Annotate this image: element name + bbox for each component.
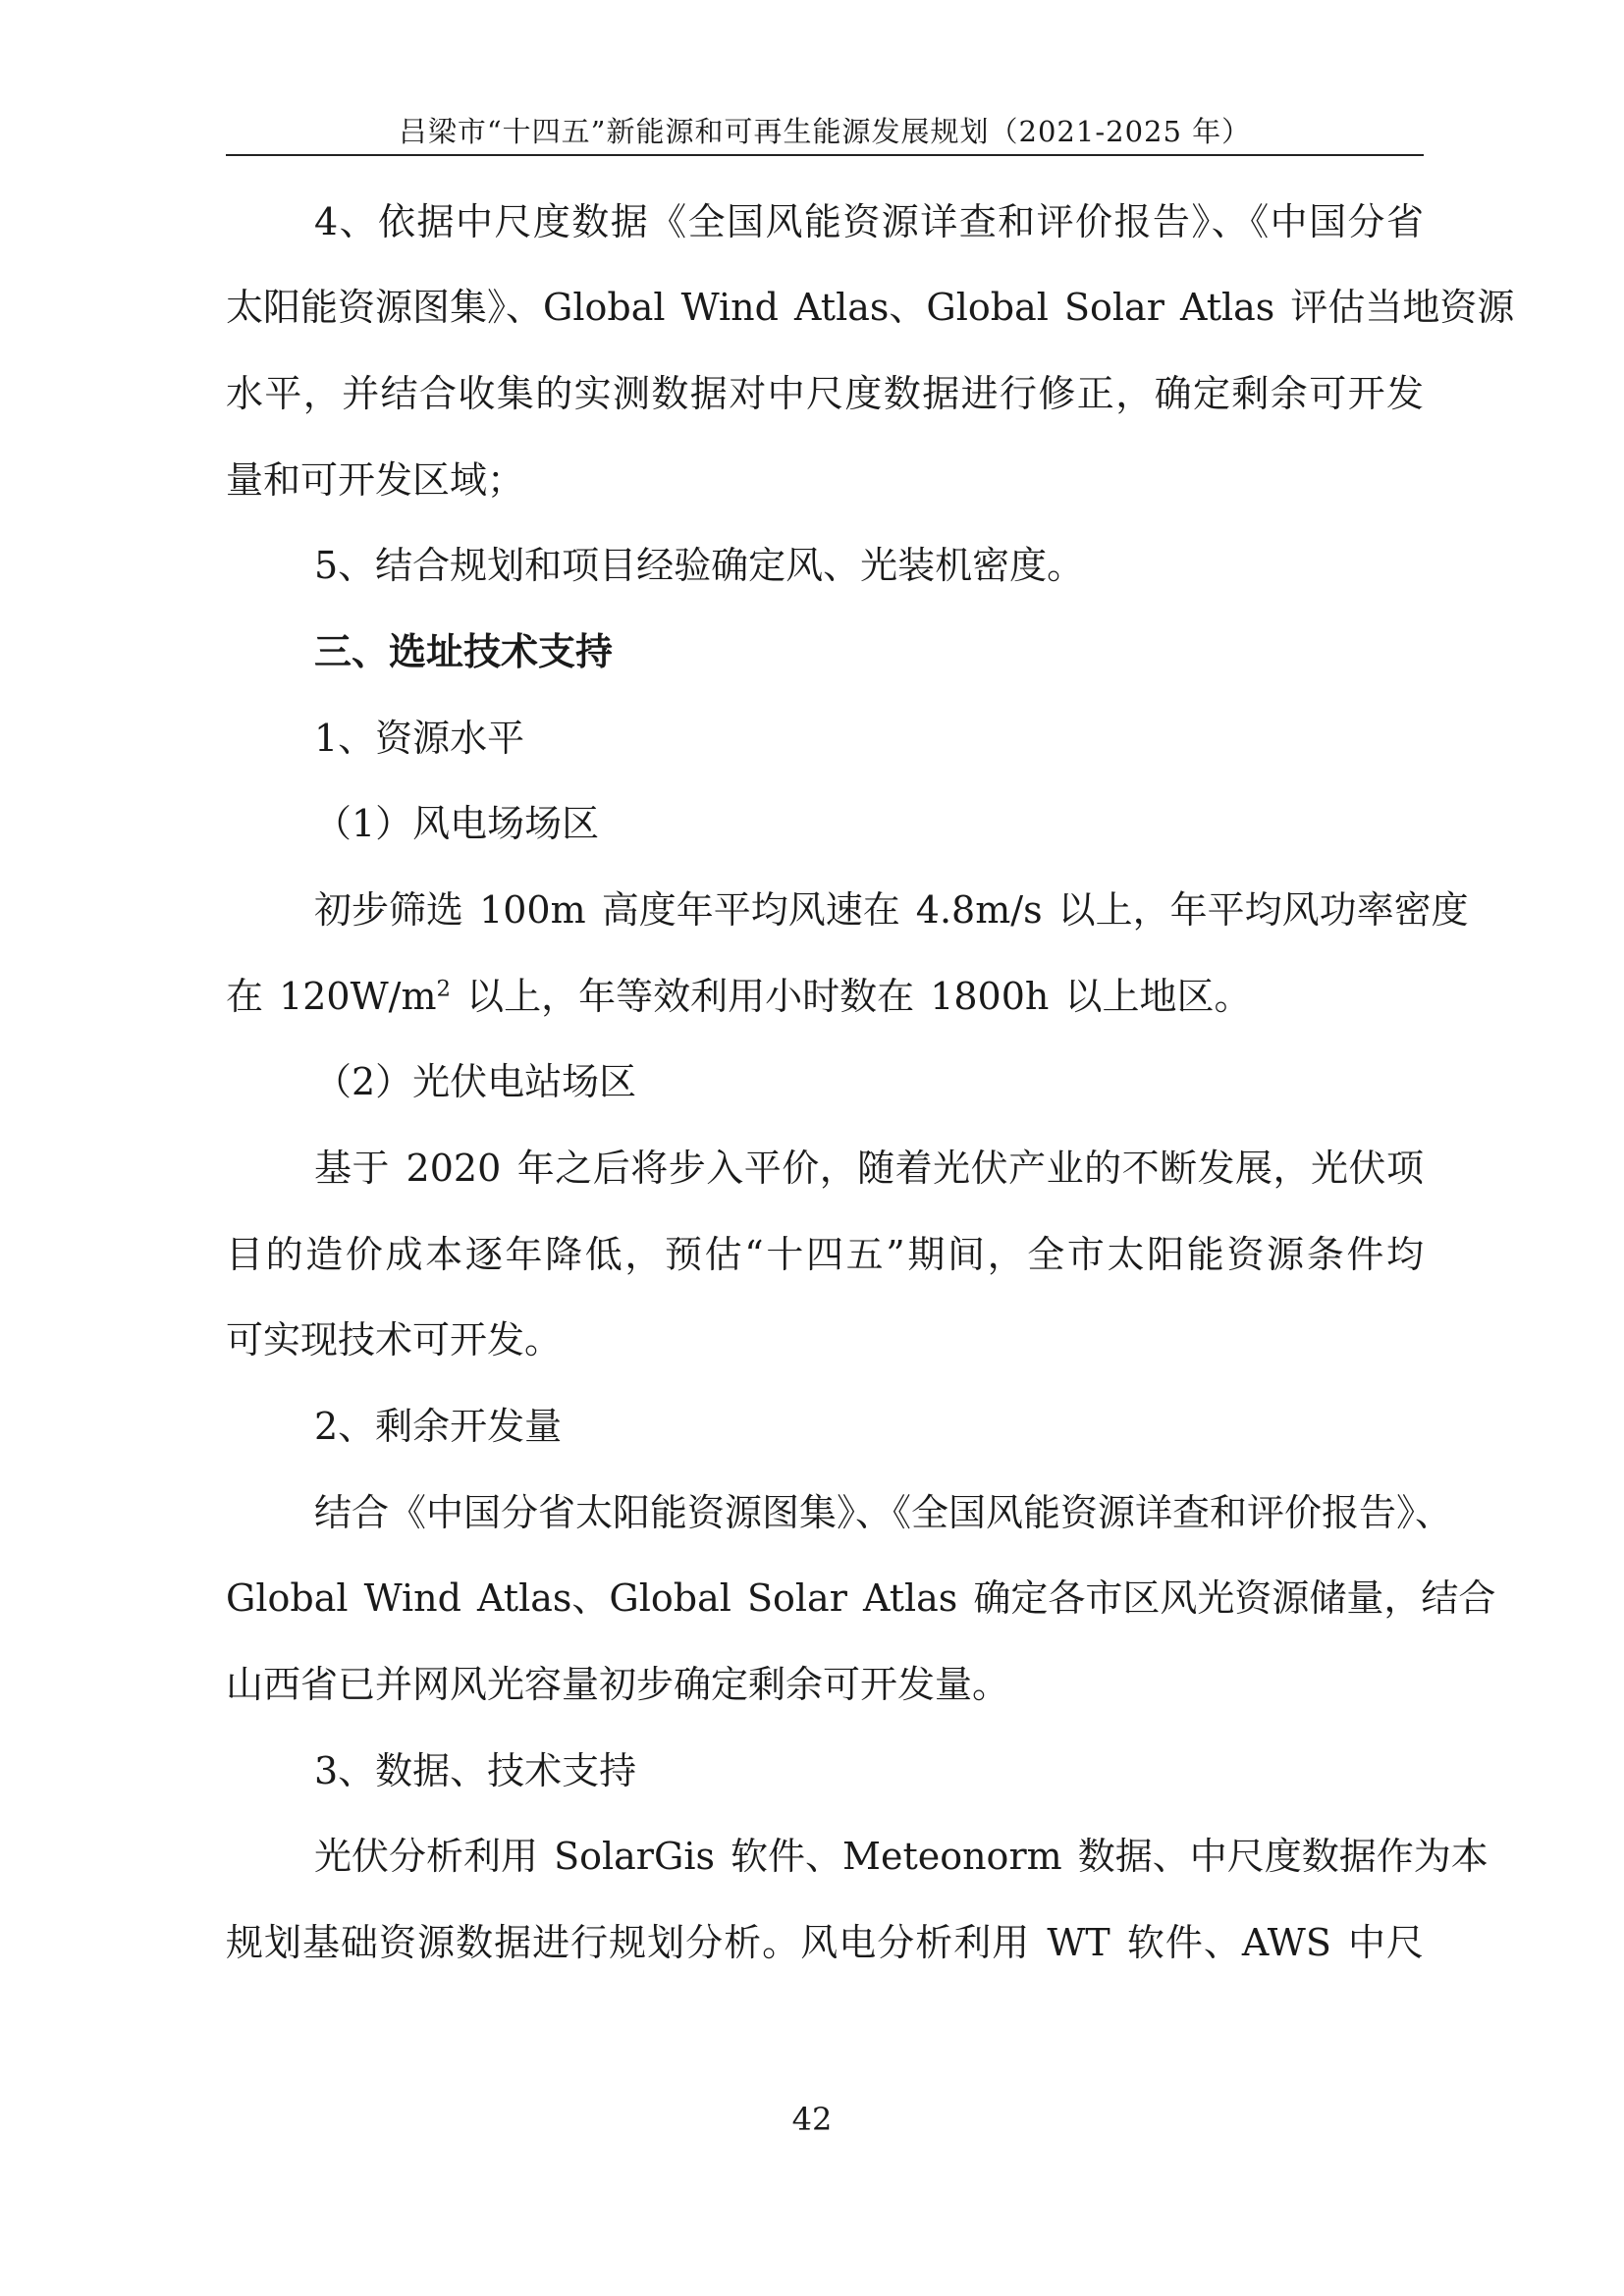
superscript: 2 [436,976,452,1002]
paragraph-line [226,967,1251,1026]
paragraph-line: 水平，并结合收集的实测数据对中尺度数据进行修正，确定剩余可开发 [226,372,1424,415]
section-heading: 三、选址技术支持 [314,629,614,673]
paragraph-line: Global Wind Atlas、Global Solar Atlas 确定各市区风光资源储量，结合 [226,1576,1496,1620]
paragraph-line: 可实现技术可开发。 [226,1318,563,1362]
paragraph-line: 光伏分析利用 SolarGis 软件、Meteonorm 数据、中尺度数据作为本 [314,1835,1489,1878]
paragraph-line: 量和可开发区域； [226,458,525,502]
paragraph-line: 基于 2020 年之后将步入平价，随着光伏产业的不断发展，光伏项 [314,1147,1424,1190]
subsection-heading: （1）风电场场区 [314,802,600,845]
page-number: 42 [791,2101,833,2138]
subsection-heading: （2）光伏电站场区 [314,1060,637,1103]
paragraph-line: 5、结合规划和项目经验确定风、光装机密度。 [314,544,1085,587]
paragraph-line: 结合《中国分省太阳能资源图集》、《全国风能资源详查和评价报告》、 [314,1491,1453,1534]
text-segment: 在 120W/m [226,975,437,1018]
running-header: 吕梁市“十四五”新能源和可再生能源发展规划（2021-2025 年） [398,115,1252,148]
subsection-heading: 1、资源水平 [314,717,525,760]
paragraph-line: 目的造价成本逐年降低，预估“十四五”期间，全市太阳能资源条件均 [226,1233,1424,1276]
header-divider [226,154,1424,156]
paragraph-line: 规划基础资源数据进行规划分析。风电分析利用 WT 软件、AWS 中尺 [226,1921,1424,1964]
paragraph-line: 山西省已并网风光容量初步确定剩余可开发量。 [226,1663,1010,1706]
subsection-heading: 3、数据、技术支持 [314,1749,637,1792]
paragraph-line: 4、依据中尺度数据《全国风能资源详查和评价报告》、《中国分省 [314,200,1424,243]
subsection-heading: 2、剩余开发量 [314,1405,563,1448]
paragraph-line: 初步筛选 100m 高度年平均风速在 4.8m/s 以上，年平均风功率密度 [314,888,1469,932]
text-segment: 以上，年等效利用小时数在 1800h 以上地区。 [451,975,1252,1018]
paragraph-line: 太阳能资源图集》、Global Wind Atlas、Global Solar Atlas 评估当地资源 [226,286,1515,329]
